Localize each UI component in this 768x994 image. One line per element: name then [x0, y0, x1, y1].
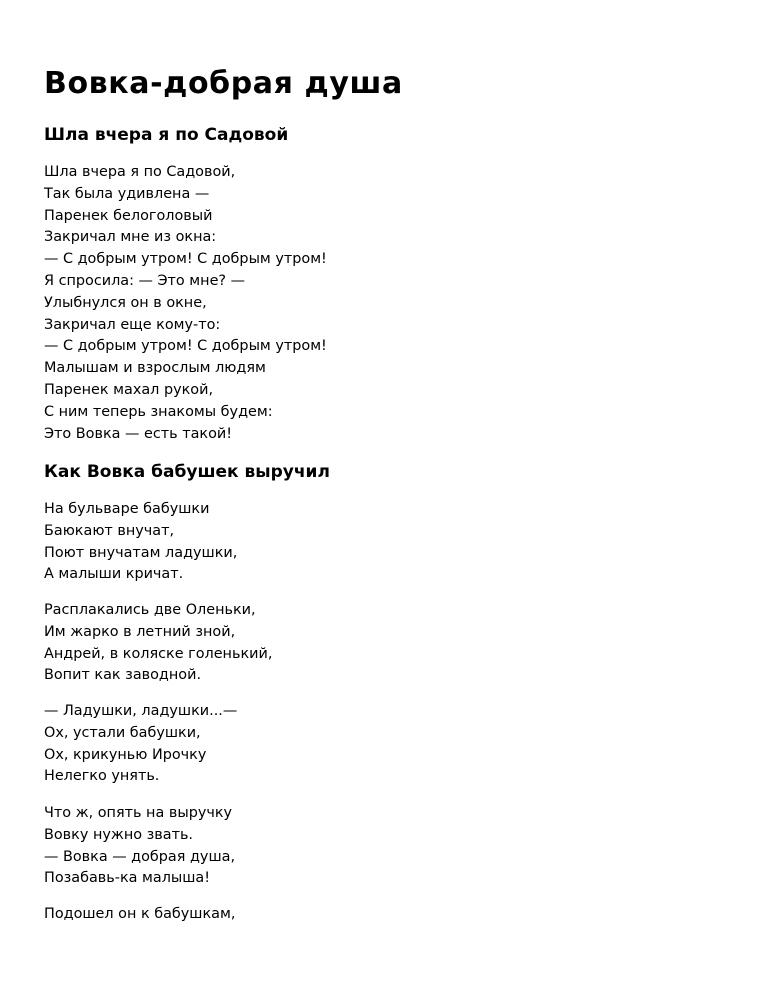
poem-line: Им жарко в летний зной, [44, 623, 236, 640]
poem-line: — Ладушки, ладушки...— [44, 703, 238, 719]
poem-line: Паренек белоголовый [44, 207, 213, 224]
poem-line: Вовку нужно звать. [44, 826, 194, 843]
poem-line: Вопит как заводной. [44, 667, 202, 684]
poem-line: Что ж, опять на выручку [44, 805, 233, 821]
stanza-2-4 [44, 803, 235, 890]
poem-line: Шла вчера я по Садовой, [44, 164, 236, 180]
poem-line: Нелегко унять. [44, 768, 160, 785]
stanza-2-5 [44, 904, 235, 926]
stanza-1-1 [44, 162, 327, 445]
poem-line: — С добрым утром! С добрым утром! [44, 251, 327, 268]
poem-line: Паренек махал рукой, [44, 381, 214, 398]
poem-line: На бульваре бабушки [44, 501, 210, 517]
poem-line: — Вовка — добрая душа, [44, 848, 236, 865]
poem-line: Ох, устали бабушки, [44, 724, 201, 741]
poem-line: Так была удивлена — [44, 185, 210, 202]
poem-line: Расплакались две Оленьки, [44, 602, 256, 618]
document-title: Вовка-добрая душа [44, 66, 403, 101]
stanza-2-2 [44, 600, 272, 687]
poem-line: Баюкают внучат, [44, 522, 175, 539]
poem-line: Ох, крикунью Ирочку [44, 746, 207, 763]
poem-line: Малышам и взрослым людям [44, 360, 266, 377]
poem-line: Андрей, в коляске голенький, [44, 645, 273, 662]
poem-line: Поют внучатам ладушки, [44, 544, 238, 561]
section-heading-1: Шла вчера я по Садовой [44, 125, 289, 145]
poem-line: Закричал еще кому-то: [44, 316, 221, 333]
poem-line: С ним теперь знакомы будем: [44, 403, 273, 420]
poem-line: Закричал мне из окна: [44, 229, 217, 246]
poem-line: Подошел он к бабушкам, [44, 906, 236, 922]
stanza-2-3 [44, 701, 237, 788]
poem-line: — С добрым утром! С добрым утром! [44, 338, 327, 355]
poem-line: Это Вовка — есть такой! [44, 425, 233, 442]
stanza-2-1 [44, 499, 237, 586]
poem-line: Я спросила: — Это мне? — [44, 272, 246, 289]
poem-line: Улыбнулся он в окне, [44, 294, 207, 311]
poem-line: А малыши кричат. [44, 566, 184, 583]
section-heading-2: Как Вовка бабушек выручил [44, 462, 330, 482]
poem-line: Позабавь-ка малыша! [44, 870, 211, 887]
